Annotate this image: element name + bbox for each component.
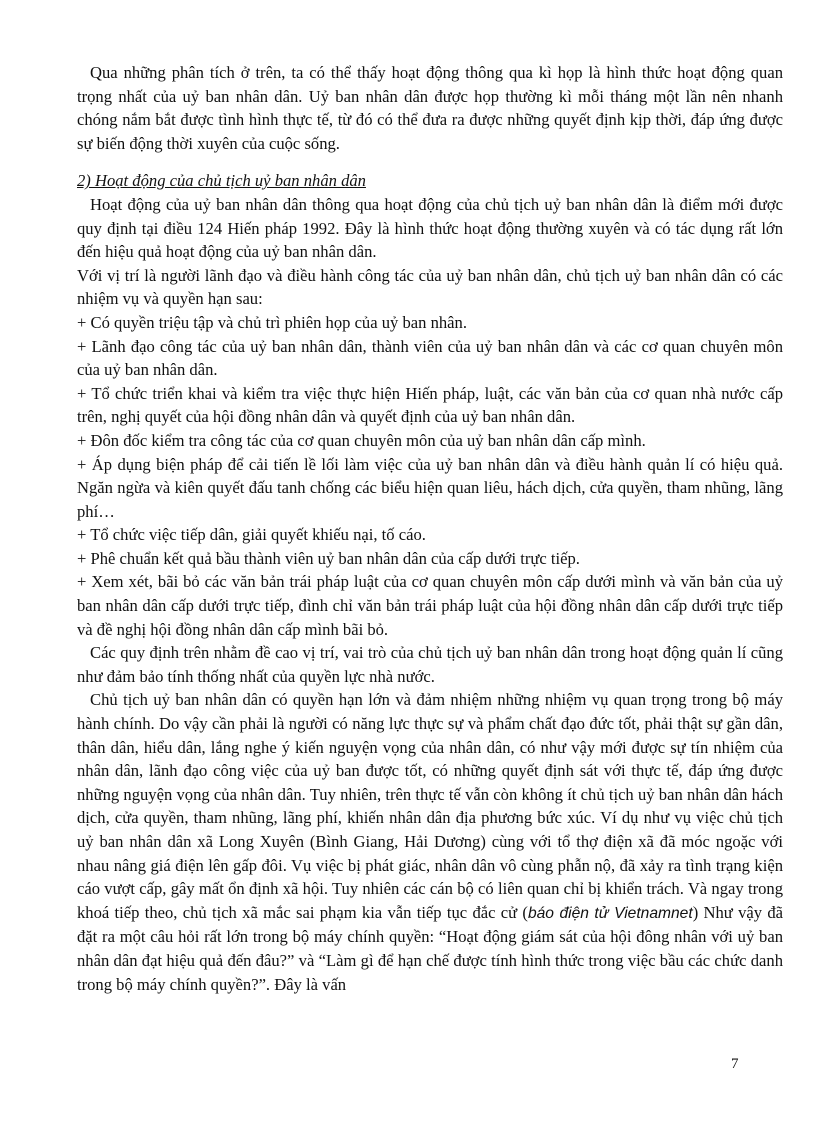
citation-link: báo điện tử Vietnamnet — [527, 904, 693, 922]
paragraph-3: Các quy định trên nhằm đề cao vị trí, vai trò của chủ tịch uỷ ban nhân dân trong hoạt động quản lí cũng như đảm bảo tính thống nhất của quyền lực nhà nước. — [77, 643, 783, 686]
paragraph-1: Hoạt động của uỷ ban nhân dân thông qua hoạt động của chủ tịch uỷ ban nhân dân là điểm mới được quy định tại điều 124 Hiến pháp 1992. Đây là hình thức hoạt động thường xuyên và có tác dụng rất lớn đến hiệu quả hoạt động của uỷ ban nhân dân. — [77, 194, 783, 262]
document-page — [77, 61, 783, 996]
duty-item-8: + Xem xét, bãi bỏ các văn bản trái pháp luật của cơ quan chuyên môn cấp dưới mình và văn bản của uỷ ban nhân dân cấp dưới trực tiếp, đình chỉ văn bản trái pháp luật của hội đồng nhân dân cấp dưới trực tiếp và đề nghị hội đồng nhân dân cấp mình bãi bỏ. — [77, 572, 783, 639]
duty-item-1: + Có quyền triệu tập và chủ trì phiên họp của uỷ ban nhân. — [77, 312, 467, 332]
paragraph-gap — [77, 155, 783, 169]
duty-item-3: + Tổ chức triển khai và kiểm tra việc thực hiện Hiến pháp, luật, các văn bản của cơ quan nhà nước cấp trên, nghị quyết của hội đồng nhân dân và quyết định của uỷ ban nhân dân. — [77, 383, 783, 427]
paragraph-4 — [77, 688, 783, 996]
duty-item-4: + Đôn đốc kiểm tra công tác của cơ quan chuyên môn của uỷ ban nhân dân cấp mình. — [77, 430, 646, 450]
section-heading: 2) Hoạt động của chủ tịch uỷ ban nhân dân — [77, 171, 366, 191]
intro-paragraph: Qua những phân tích ở trên, ta có thể thấy hoạt động thông qua kì họp là hình thức hoạt động quan trọng nhất của uỷ ban nhân dân. Uỷ ban nhân dân được họp thường kì mỗi tháng một lần nên nhanh chóng nắm bắt được tình hình thực tế, từ đó có thể đưa ra được những quyết định kịp thời, đáp ứng được sự biến động thời xuyên của cuộc sống. — [77, 63, 783, 153]
duty-item-6: + Tổ chức việc tiếp dân, giải quyết khiếu nại, tố cáo. — [77, 525, 426, 545]
paragraph-4-text: Chủ tịch uỷ ban nhân dân có quyền hạn lớn và đảm nhiệm những nhiệm vụ quan trọng trong bộ máy hành chính. Do vậy cần phải là người có năng lực thực sự và phẩm chất đạo đức tốt, phải thật sự gần dân, thân dân, hiểu dân, lắng nghe ý kiến nguyện vọng của nhân dân, có như vậy mới được sự tín nhiệm của nhân dân, lãnh đạo công việc của uỷ ban được tốt, có những quyết định sát với thực tế, đáp ứng được những nguyện vọng của nhân dân. Tuy nhiên, trên thực tế vẫn còn không ít chủ tịch uỷ ban nhân dân hách dịch, cửa quyền, tham nhũng, lãng phí, khiến nhân dân địa phương bức xúc. Ví dụ như vụ việc chủ tịch uỷ ban nhân dân xã Long Xuyên (Bình Giang, Hải Dương) cùng với tổ thợ điện xã đã móc ngoặc với nhau nâng giá điện lên gấp đôi. Vụ việc bị phát giác, nhân dân vô cùng phẫn nộ, đã xảy ra tình trạng kiện cáo vượt cấp, gây mất ổn định xã hội. Tuy nhiên các cán bộ có liên quan chỉ bị khiển trách. Và ngay trong khoá tiếp theo, chủ tịch xã mắc sai phạm kia vẫn tiếp tục đắc cử ( — [77, 690, 783, 922]
paragraph-2: Với vị trí là người lãnh đạo và điều hành công tác của uỷ ban nhân dân, chủ tịch uỷ ban nhân dân có các nhiệm vụ và quyền hạn sau: — [77, 265, 783, 309]
duty-item-2: + Lãnh đạo công tác của uỷ ban nhân dân, thành viên của uỷ ban nhân dân và các cơ quan chuyên môn của uỷ ban nhân dân. — [77, 336, 783, 380]
page-number: 7 — [731, 1056, 739, 1072]
duty-item-7: + Phê chuẩn kết quả bầu thành viên uỷ ban nhân dân của cấp dưới trực tiếp. — [77, 548, 580, 568]
duty-item-5: + Áp dụng biện pháp để cải tiến lề lối làm việc của uỷ ban nhân dân và điều hành quản lí có hiệu quả. Ngăn ngừa và kiên quyết đấu tanh chống các biểu hiện quan liêu, hách dịch, cửa quyền, tham nhũng, lãng phí… — [77, 454, 783, 521]
paragraph-4-continued: ) Như vậy đã đặt ra một câu hỏi rất lớn trong bộ máy chính quyền: “Hoạt động giám sát của hội đông nhân với uỷ ban nhân dân đạt hiệu quả đến đâu?” và “Làm gì để hạn chế được tính hình thức trong việc bầu các chức danh trong bộ máy chính quyền?”. Đây là vấn — [77, 902, 783, 994]
